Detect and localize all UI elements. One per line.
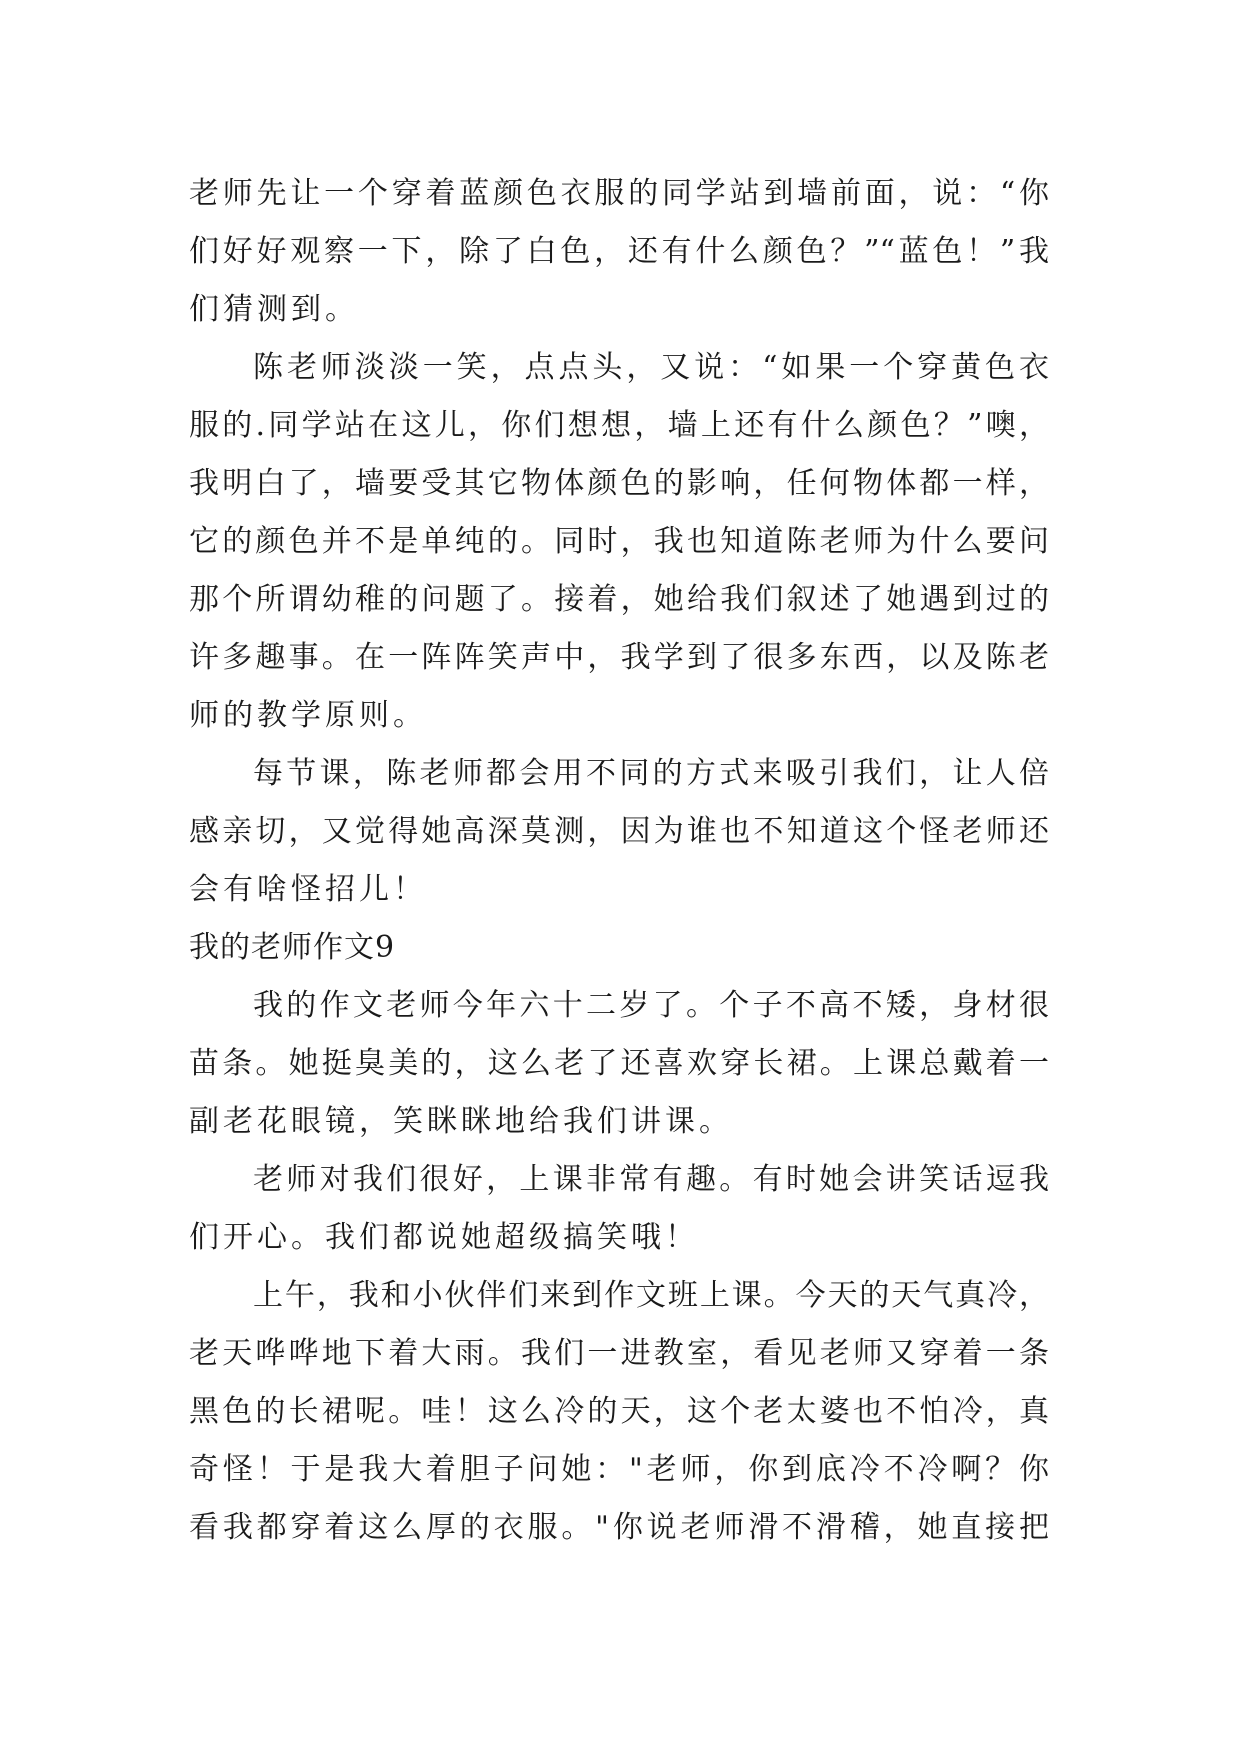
text-line-7: 它的颜色并不是单纯的。同时，我也知道陈老师为什么要问 bbox=[189, 524, 1049, 559]
text-line-24: 看我都穿着这么厚的衣服。"你说老师滑不滑稽，她直接把 bbox=[189, 1510, 1049, 1545]
text-line-1: 老师先让一个穿着蓝颜色衣服的同学站到墙前面，说：“你 bbox=[189, 176, 1049, 211]
text-line-11: 每节课，陈老师都会用不同的方式来吸引我们，让人倍 bbox=[253, 756, 1049, 791]
text-line-19: 们开心。我们都说她超级搞笑哦！ bbox=[189, 1220, 699, 1255]
text-line-5: 服的.同学站在这儿，你们想想，墙上还有什么颜色？”噢， bbox=[189, 408, 1049, 443]
text-line-23: 奇怪！于是我大着胆子问她："老师，你到底冷不冷啊？你 bbox=[189, 1452, 1049, 1487]
text-line-22: 黑色的长裙呢。哇！这么冷的天，这个老太婆也不怕冷，真 bbox=[189, 1394, 1049, 1429]
text-line-10: 师的教学原则。 bbox=[189, 698, 427, 733]
text-line-15: 我的作文老师今年六十二岁了。个子不高不矮，身材很 bbox=[253, 988, 1049, 1023]
text-line-17: 副老花眼镜，笑眯眯地给我们讲课。 bbox=[189, 1104, 733, 1139]
text-line-3: 们猜测到。 bbox=[189, 292, 359, 327]
text-line-4: 陈老师淡淡一笑，点点头，又说：“如果一个穿黄色衣 bbox=[253, 350, 1049, 385]
document-page bbox=[189, 165, 1049, 1557]
text-line-12: 感亲切，又觉得她高深莫测，因为谁也不知道这个怪老师还 bbox=[189, 814, 1049, 849]
text-line-16: 苗条。她挺臭美的，这么老了还喜欢穿长裙。上课总戴着一 bbox=[189, 1046, 1049, 1081]
text-line-2: 们好好观察一下，除了白色，还有什么颜色？”“蓝色！”我 bbox=[189, 234, 1049, 269]
text-line-6: 我明白了，墙要受其它物体颜色的影响，任何物体都一样， bbox=[189, 466, 1049, 501]
text-line-20: 上午，我和小伙伴们来到作文班上课。今天的天气真冷， bbox=[253, 1278, 1049, 1313]
section-heading: 我的老师作文9 bbox=[189, 930, 396, 965]
text-line-8: 那个所谓幼稚的问题了。接着，她给我们叙述了她遇到过的 bbox=[189, 582, 1049, 617]
text-line-9: 许多趣事。在一阵阵笑声中，我学到了很多东西，以及陈老 bbox=[189, 640, 1049, 675]
text-line-18: 老师对我们很好，上课非常有趣。有时她会讲笑话逗我 bbox=[253, 1162, 1049, 1197]
text-line-21: 老天哗哗地下着大雨。我们一进教室，看见老师又穿着一条 bbox=[189, 1336, 1049, 1371]
text-line-13: 会有啥怪招儿！ bbox=[189, 872, 427, 907]
